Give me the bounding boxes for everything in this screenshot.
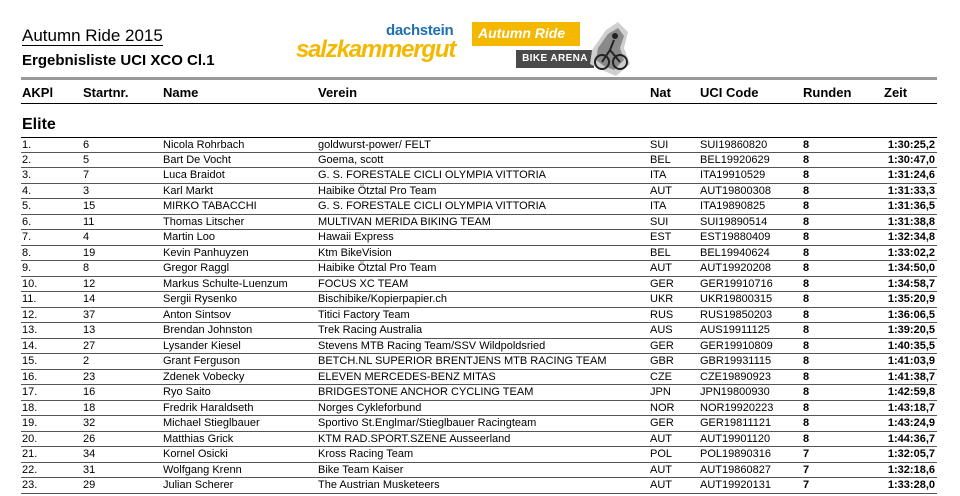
- rider-name-cell: Ryo Saito: [163, 386, 211, 398]
- uci-code-cell: GER19811121: [700, 417, 772, 429]
- uci-code-cell: SUI19890514: [700, 215, 768, 228]
- time-cell: 1:32:05,7: [887, 448, 935, 460]
- club-cell: BETCH.NL SUPERIOR BRENTJENS MTB RACING TEAM: [318, 355, 607, 367]
- nation-cell: EST: [650, 231, 672, 243]
- uci-code-cell: GER19910716: [700, 277, 773, 290]
- start-number-cell: 29: [83, 479, 96, 491]
- position-cell: 16.: [22, 370, 38, 383]
- club-cell: MULTIVAN MERIDA BIKING TEAM: [318, 215, 491, 228]
- time-cell: 1:40:35,5: [887, 339, 935, 352]
- start-number-cell: 31: [83, 463, 96, 476]
- club-cell: Kross Racing Team: [318, 448, 414, 460]
- rider-name-cell: Anton Sintsov: [163, 308, 231, 321]
- laps-cell: 8: [803, 200, 810, 212]
- nation-cell: POL: [650, 448, 673, 460]
- nation-cell: ITA: [650, 169, 667, 181]
- club-cell: Sportivo St.Englmar/Stieglbauer Racingteam: [318, 417, 537, 429]
- position-cell: 2.: [22, 153, 32, 166]
- table-row: [21, 137, 937, 153]
- start-number-cell: 15: [83, 200, 96, 212]
- time-cell: 1:33:02,2: [887, 246, 935, 259]
- nation-cell: BEL: [650, 246, 671, 259]
- club-cell: Ktm BikeVision: [318, 246, 392, 259]
- start-number-cell: 14: [83, 293, 96, 305]
- laps-cell: 8: [803, 339, 810, 352]
- position-cell: 14.: [22, 339, 38, 352]
- rider-name-cell: Nicola Rohrbach: [163, 139, 245, 151]
- start-number-cell: 8: [83, 262, 90, 274]
- time-cell: 1:32:34,8: [887, 231, 935, 243]
- start-number-cell: 2: [83, 355, 90, 367]
- start-number-cell: 18: [83, 401, 96, 414]
- start-number-cell: 26: [83, 432, 96, 445]
- laps-cell: 8: [803, 231, 810, 243]
- table-row: [21, 230, 937, 246]
- start-number-cell: 5: [83, 153, 90, 166]
- uci-code-cell: ITA19890825: [700, 200, 766, 212]
- rider-name-cell: Wolfgang Krenn: [163, 463, 242, 476]
- time-cell: 1:35:20,9: [887, 293, 935, 305]
- nation-cell: GER: [650, 339, 674, 352]
- laps-cell: 8: [803, 215, 810, 228]
- table-row: [21, 385, 937, 401]
- table-row: [21, 478, 937, 494]
- laps-cell: 7: [803, 463, 810, 476]
- cyclist-icon: [588, 20, 632, 78]
- col-header-position: AKPl: [22, 85, 54, 100]
- uci-code-cell: UKR19800315: [700, 293, 773, 305]
- rider-name-cell: Grant Ferguson: [163, 355, 241, 367]
- club-cell: Haibike Ötztal Pro Team: [318, 262, 437, 274]
- uci-code-cell: EST19880409: [700, 231, 771, 243]
- rider-name-cell: Matthias Grick: [163, 432, 234, 445]
- time-cell: 1:33:28,0: [887, 479, 935, 491]
- nation-cell: SUI: [650, 215, 669, 228]
- club-cell: G. S. FORESTALE CICLI OLYMPIA VITTORIA: [318, 200, 546, 212]
- time-cell: 1:42:59,8: [887, 386, 935, 398]
- position-cell: 5.: [22, 200, 32, 212]
- start-number-cell: 16: [83, 386, 96, 398]
- rider-name-cell: Zdenek Vobecky: [163, 370, 245, 383]
- table-row: [21, 199, 937, 215]
- position-cell: 12.: [22, 308, 38, 321]
- position-cell: 15.: [22, 355, 38, 367]
- uci-code-cell: AUT19860827: [700, 463, 771, 476]
- results-subtitle: Ergebnisliste UCI XCO Cl.1: [22, 52, 215, 69]
- club-cell: Hawaii Express: [318, 231, 394, 243]
- start-number-cell: 19: [83, 246, 96, 259]
- table-row: [21, 153, 937, 169]
- start-number-cell: 32: [83, 417, 96, 429]
- start-number-cell: 3: [83, 184, 90, 197]
- laps-cell: 8: [803, 262, 810, 274]
- uci-code-cell: RUS19850203: [700, 308, 773, 321]
- position-cell: 8.: [22, 246, 32, 259]
- club-cell: FOCUS XC TEAM: [318, 277, 409, 290]
- uci-code-cell: AUT19901120: [700, 432, 771, 445]
- time-cell: 1:43:24,9: [887, 417, 935, 429]
- col-header-name: Name: [163, 85, 199, 100]
- rider-name-cell: Gregor Raggl: [163, 262, 230, 274]
- table-row: [21, 447, 937, 463]
- logo-bike-arena-badge: BIKE ARENA: [516, 50, 594, 68]
- uci-code-cell: AUT19920131: [700, 479, 771, 491]
- uci-code-cell: AUT19920208: [700, 262, 771, 274]
- rider-name-cell: Kevin Panhuyzen: [163, 246, 249, 259]
- club-cell: Trek Racing Australia: [318, 324, 423, 336]
- time-cell: 1:31:24,6: [887, 169, 935, 181]
- laps-cell: 8: [803, 277, 810, 290]
- start-number-cell: 13: [83, 324, 96, 336]
- rider-name-cell: Brendan Johnston: [163, 324, 253, 336]
- table-row: [21, 168, 937, 184]
- laps-cell: 7: [803, 448, 810, 460]
- start-number-cell: 6: [83, 139, 90, 151]
- uci-code-cell: NOR19920223: [700, 401, 774, 414]
- time-cell: 1:30:25,2: [887, 139, 935, 151]
- uci-code-cell: BEL19940624: [700, 246, 770, 259]
- position-cell: 4.: [22, 184, 32, 197]
- time-cell: 1:44:36,7: [887, 432, 935, 445]
- laps-cell: 8: [803, 355, 810, 367]
- rider-name-cell: Michael Stieglbauer: [163, 417, 260, 429]
- table-row: [21, 215, 937, 231]
- nation-cell: AUS: [650, 324, 673, 336]
- category-heading: Elite: [22, 116, 56, 133]
- laps-cell: 8: [803, 246, 810, 259]
- time-cell: 1:36:06,5: [887, 308, 935, 321]
- time-cell: 1:41:03,9: [887, 355, 935, 367]
- time-cell: 1:41:38,7: [887, 370, 935, 383]
- nation-cell: UKR: [650, 293, 674, 305]
- laps-cell: 8: [803, 432, 810, 445]
- time-cell: 1:32:18,6: [887, 463, 935, 476]
- start-number-cell: 27: [83, 339, 96, 352]
- rider-name-cell: Thomas Litscher: [163, 215, 245, 228]
- uci-code-cell: AUT19800308: [700, 184, 771, 197]
- uci-code-cell: JPN19800930: [700, 386, 770, 398]
- position-cell: 10.: [22, 277, 38, 290]
- column-header-divider: [21, 103, 937, 104]
- position-cell: 7.: [22, 231, 32, 243]
- start-number-cell: 4: [83, 231, 90, 243]
- nation-cell: AUT: [650, 262, 672, 274]
- position-cell: 21.: [22, 448, 38, 460]
- position-cell: 23.: [22, 479, 38, 491]
- table-row: [21, 308, 937, 324]
- table-row: [21, 432, 937, 448]
- club-cell: The Austrian Musketeers: [318, 479, 440, 491]
- laps-cell: 8: [803, 417, 810, 429]
- club-cell: Bischibike/Kopierpapier.ch: [318, 293, 448, 305]
- nation-cell: CZE: [650, 370, 672, 383]
- start-number-cell: 34: [83, 448, 96, 460]
- table-row: [21, 401, 937, 417]
- club-cell: G. S. FORESTALE CICLI OLYMPIA VITTORIA: [318, 169, 546, 181]
- club-cell: BRIDGESTONE ANCHOR CYCLING TEAM: [318, 386, 534, 398]
- start-number-cell: 11: [83, 215, 95, 228]
- logo-dachstein-text: dachstein: [386, 22, 454, 39]
- nation-cell: SUI: [650, 139, 669, 151]
- uci-code-cell: CZE19890923: [700, 370, 771, 383]
- time-cell: 1:31:38,8: [887, 215, 935, 228]
- nation-cell: AUT: [650, 463, 672, 476]
- laps-cell: 8: [803, 184, 810, 197]
- col-header-nation: Nat: [650, 85, 671, 100]
- nation-cell: GER: [650, 417, 674, 429]
- uci-code-cell: ITA19910529: [700, 169, 766, 181]
- nation-cell: NOR: [650, 401, 675, 414]
- nation-cell: GBR: [650, 355, 674, 367]
- nation-cell: AUT: [650, 479, 672, 491]
- club-cell: Goema, scott: [318, 153, 384, 166]
- col-header-time: Zeit: [884, 85, 908, 100]
- rider-name-cell: Kornel Osicki: [163, 448, 228, 460]
- rider-name-cell: Luca Braidot: [163, 169, 225, 181]
- club-cell: Bike Team Kaiser: [318, 463, 404, 476]
- logo-autumn-ride-badge: Autumn Ride: [472, 22, 580, 46]
- laps-cell: 8: [803, 401, 810, 414]
- col-header-laps: Runden: [803, 85, 852, 100]
- time-cell: 1:31:33,3: [887, 184, 935, 197]
- table-row: [21, 277, 937, 293]
- laps-cell: 7: [803, 479, 810, 491]
- table-row: [21, 184, 937, 200]
- position-cell: 6.: [22, 215, 32, 228]
- time-cell: 1:30:47,0: [887, 153, 935, 166]
- rider-name-cell: Lysander Kiesel: [163, 339, 241, 352]
- position-cell: 20.: [22, 432, 38, 445]
- uci-code-cell: BEL19920629: [700, 153, 770, 166]
- event-title-text: Autumn Ride 2015: [22, 26, 163, 45]
- club-cell: Titici Factory Team: [318, 308, 410, 321]
- club-cell: Stevens MTB Racing Team/SSV Wildpoldsried: [318, 339, 546, 352]
- laps-cell: 8: [803, 139, 810, 151]
- position-cell: 19.: [22, 417, 38, 429]
- table-row: [21, 339, 937, 355]
- time-cell: 1:34:50,0: [887, 262, 935, 274]
- club-cell: ELEVEN MERCEDES-BENZ MITAS: [318, 370, 496, 383]
- time-cell: 1:31:36,5: [887, 200, 935, 212]
- table-row: [21, 416, 937, 432]
- table-row: [21, 463, 937, 479]
- club-cell: KTM RAD.SPORT.SZENE Ausseerland: [318, 432, 511, 445]
- club-cell: Norges Cykleforbund: [318, 401, 422, 414]
- rider-name-cell: MIRKO TABACCHI: [163, 200, 257, 212]
- time-cell: 1:43:18,7: [887, 401, 935, 414]
- club-cell: goldwurst-power/ FELT: [318, 139, 431, 151]
- nation-cell: RUS: [650, 308, 674, 321]
- rider-name-cell: Bart De Vocht: [163, 153, 231, 166]
- position-cell: 18.: [22, 401, 38, 414]
- time-cell: 1:39:20,5: [887, 324, 935, 336]
- rider-name-cell: Markus Schulte-Luenzum: [163, 277, 288, 290]
- uci-code-cell: GBR19931115: [700, 355, 772, 367]
- table-row: [21, 246, 937, 262]
- nation-cell: GER: [650, 277, 674, 290]
- start-number-cell: 12: [83, 277, 96, 290]
- rider-name-cell: Sergii Rysenko: [163, 293, 237, 305]
- uci-code-cell: POL19890316: [700, 448, 771, 460]
- results-table: [21, 137, 937, 494]
- logo-salzkammergut-text: salzkammergut: [296, 36, 456, 63]
- col-header-start-number: Startnr.: [83, 85, 129, 100]
- nation-cell: AUT: [650, 184, 672, 197]
- rider-name-cell: Julian Scherer: [163, 479, 234, 491]
- event-title: [22, 26, 163, 45]
- laps-cell: 8: [803, 386, 810, 398]
- event-logo: [296, 18, 636, 80]
- rider-name-cell: Karl Markt: [163, 184, 214, 197]
- col-header-club: Verein: [318, 85, 358, 100]
- table-row: [21, 323, 937, 339]
- position-cell: 17.: [22, 386, 38, 398]
- laps-cell: 8: [803, 293, 810, 305]
- nation-cell: ITA: [650, 200, 667, 212]
- uci-code-cell: AUS19911125: [700, 324, 770, 336]
- nation-cell: BEL: [650, 153, 671, 166]
- laps-cell: 8: [803, 169, 810, 181]
- rider-name-cell: Martin Loo: [163, 231, 215, 243]
- position-cell: 11.: [22, 293, 37, 305]
- nation-cell: JPN: [650, 386, 671, 398]
- position-cell: 22.: [22, 463, 38, 476]
- uci-code-cell: SUI19860820: [700, 139, 768, 151]
- start-number-cell: 37: [83, 308, 96, 321]
- club-cell: Haibike Ötztal Pro Team: [318, 184, 437, 197]
- start-number-cell: 7: [83, 169, 90, 181]
- col-header-uci-code: UCI Code: [700, 85, 759, 100]
- laps-cell: 8: [803, 308, 810, 321]
- position-cell: 13.: [22, 324, 38, 336]
- laps-cell: 8: [803, 324, 810, 336]
- nation-cell: AUT: [650, 432, 672, 445]
- rider-name-cell: Fredrik Haraldseth: [163, 401, 254, 414]
- table-row: [21, 261, 937, 277]
- time-cell: 1:34:58,7: [887, 277, 935, 290]
- table-row: [21, 354, 937, 370]
- laps-cell: 8: [803, 370, 810, 383]
- position-cell: 1.: [22, 139, 32, 151]
- laps-cell: 8: [803, 153, 810, 166]
- uci-code-cell: GER19910809: [700, 339, 773, 352]
- position-cell: 9.: [22, 262, 32, 274]
- header-divider: [21, 77, 937, 80]
- table-row: [21, 292, 937, 308]
- start-number-cell: 23: [83, 370, 96, 383]
- position-cell: 3.: [22, 169, 32, 181]
- table-row: [21, 370, 937, 386]
